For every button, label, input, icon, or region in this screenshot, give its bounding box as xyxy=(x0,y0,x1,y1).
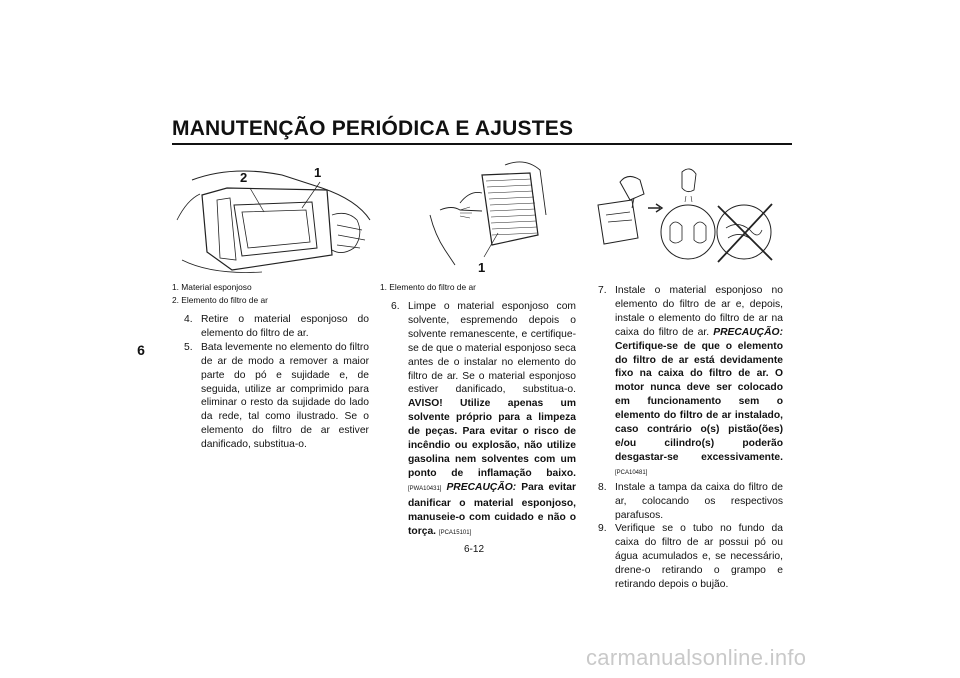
step-text: Bata levemente no elemento do filtro de ar de modo a remover a maior parte do pó e sujidade e, de seguida, utilize ar comprimido para eliminar o resto da sujidade do lado da rede, tal como ilustrado. Se o elemento do filtro de ar estiver danificado, substitua-o. xyxy=(201,341,369,451)
step-body: Limpe o material esponjoso com solvente, espremendo depois o solvente remanescente, e certifique-se de que o material esponjoso seca antes de o instalar no elemento do filtro de ar. Se o material esponjoso estiver danificado, substitua-o. xyxy=(408,301,576,396)
step-number: 9. xyxy=(598,523,607,535)
step-text xyxy=(615,284,783,481)
title-underline xyxy=(172,143,792,145)
chapter-tab: 6 xyxy=(128,337,154,363)
step-text xyxy=(408,300,576,540)
step-number: 8. xyxy=(598,481,607,493)
step-text: Instale a tampa da caixa do filtro de ar, colocando os respectivos parafusos. xyxy=(615,481,783,521)
page-number: 6-12 xyxy=(464,544,485,555)
figure-1-caption xyxy=(172,281,268,306)
step-number: 4. xyxy=(184,314,193,325)
figure-sponge-handling xyxy=(590,160,780,275)
caution-label: PRECAUÇÃO: xyxy=(446,481,517,493)
step-7 xyxy=(598,284,783,481)
fig2-callout-1: 1 xyxy=(478,260,486,275)
figure-compressed-air xyxy=(400,155,560,278)
caption-item: 1. Material esponjoso xyxy=(172,282,252,292)
step-number: 6. xyxy=(391,301,400,312)
fig1-callout-2: 2 xyxy=(240,170,248,185)
caution-text: Certifique-se de que o elemento do filtro de ar está devidamente fixo na caixa do filtro de ar. O motor nunca deve ser colocado em funcionamento sem o elemento do filtro de ar instalado, caso contrário o(s) pistão(ões) e/ou cilindro(s) poderão desgastar-se excessivamente. xyxy=(615,340,783,463)
caution-code: [PCA10481] xyxy=(615,469,648,476)
figure-airbox xyxy=(172,160,372,278)
column-3 xyxy=(598,284,783,592)
step-5 xyxy=(184,341,369,452)
column-1 xyxy=(184,313,369,452)
step-6 xyxy=(391,300,576,540)
warning-code: [PWA10431] xyxy=(408,485,442,492)
column-2 xyxy=(391,300,576,540)
caution-label: PRECAUÇÃO: xyxy=(713,326,783,338)
step-number: 5. xyxy=(184,341,193,353)
figure-2-caption xyxy=(380,281,476,294)
step-8 xyxy=(598,481,783,523)
step-text: Verifique se o tubo no fundo da caixa do filtro de ar possui pó ou água acumulados e, se necessário, drene-o retirando o grampo e retirando depois o bujão. xyxy=(615,523,783,591)
caption-item: 1. Elemento do filtro de ar xyxy=(380,282,476,292)
page-title: MANUTENÇÃO PERIÓDICA E AJUSTES xyxy=(172,117,574,140)
watermark: carmanualsonline.info xyxy=(586,645,807,670)
step-4 xyxy=(184,313,369,341)
step-text: Retire o material esponjoso do elemento do filtro de ar. xyxy=(201,314,369,339)
caption-item: 2. Elemento do filtro de ar xyxy=(172,294,268,305)
caution-text: Para evitar danificar o material esponjoso, manuseie-o com cuidado e não o torça. xyxy=(408,481,576,537)
caution-code: [PCA15101] xyxy=(438,529,472,536)
step-9 xyxy=(598,522,783,592)
fig1-callout-1: 1 xyxy=(314,165,322,180)
warning-text: AVISO! Utilize apenas um solvente próprio para a limpeza de peças. Para evitar o risco de incêndio ou explosão, não utilize gasolina nem solventes com um ponto de inflamação baixo. xyxy=(408,398,576,479)
arrow-icon xyxy=(648,204,662,212)
step-body: Instale o material esponjoso no elemento do filtro de ar e, depois, instale o elemento do filtro de ar na caixa do filtro de ar. xyxy=(615,285,783,338)
step-number: 7. xyxy=(598,285,607,296)
